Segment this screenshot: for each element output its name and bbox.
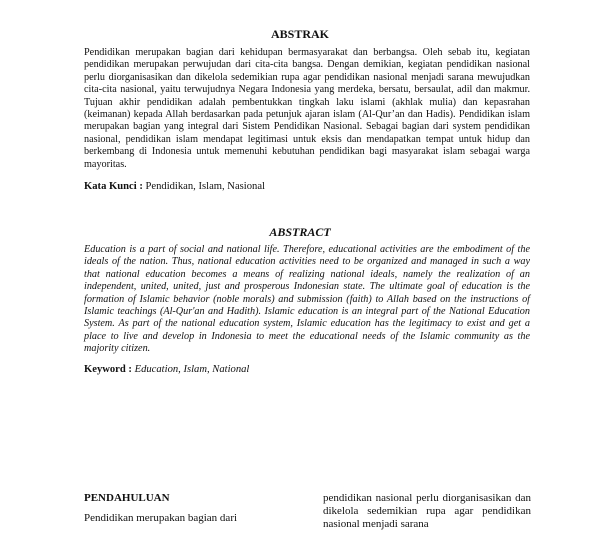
intro-left-text: Pendidikan merupakan bagian dari bbox=[84, 512, 238, 524]
abstract-body: Education is a part of social and national life. Therefore, educational activities are the embodiment of the ideals of the nation. Thus, national education activities need to be organized and managed in such a way that national education becomes a means of realizing national ideals, namely the realization of an independent, united, united, just and prosperous Indonesian state. The ultimate goal of education is the formation of Islamic behavior (noble morals) and submission (faith) to Allah based on the instructions of Islamic teachings (Al-Qur'an and Hadith). Islamic education is an integral part of the National Education System. As part of the national education system, Islamic education has the legitimacy to exist and get a place to live and develop in Indonesia to meet the educational needs of the Islamic community as the majority citizen. bbox=[84, 244, 530, 355]
abstract-keywords-label: Keyword : bbox=[84, 364, 132, 375]
abstrak-body: Pendidikan merupakan bagian dari kehidupan bermasyarakat dan berbangsa. Oleh sebab itu, kegiatan pendidikan merupakan perwujudan dari cita-cita bangsa. Dengan demikian, kegiatan pendidikan nasional perlu diorganisasikan dan dikelola sedemikian rupa agar pendidikan nasional menjadi sarana mewujudkan cita-cita nasional, yaitu terwujudnya Negara Indonesia yang merdeka, bersatu, bersaulat, adil dan makmur. Tujuan akhir pendidikan adalah pembentukkan tingkah laku islami (akhlak mulia) dan kepasrahan (keimanan) kepada Allah berdasarkan pada petunjuk ajaran islam (Al-Qur’an dan Hadis). Pendidikan islam merupakan bagian yang integral dari Sistem Pendidikan Nasional. Sebagai bagian dari system pendidikan nasional, pendidikan islam mendapat legitimasi untuk eksis dan mendapatkan tempat untuk hidup dan berkembang di Indonesia untuk memenuhi kebutuhan pendidikan bagi masyarakat islam sebagai warga mayoritas. bbox=[84, 47, 530, 170]
abstract-heading: ABSTRACT bbox=[269, 225, 331, 239]
abstract-keywords bbox=[84, 364, 530, 375]
abstrak-keywords-label: Kata Kunci : bbox=[84, 181, 143, 192]
intro-left-column bbox=[84, 492, 288, 525]
intro-right-text: pendidikan nasional perlu diorganisasikan dan dikelola sedemikian rupa agar pendidikan nasional menjadi sarana bbox=[323, 492, 531, 530]
intro-right-column bbox=[323, 492, 531, 530]
abstrak-keywords bbox=[84, 181, 530, 192]
abstract-keywords-value: Education, Islam, National bbox=[131, 364, 250, 375]
pendahuluan-heading: PENDAHULUAN bbox=[84, 492, 170, 504]
abstrak-heading: ABSTRAK bbox=[270, 27, 329, 41]
abstrak-keywords-value: Pendidikan, Islam, Nasional bbox=[142, 181, 265, 192]
